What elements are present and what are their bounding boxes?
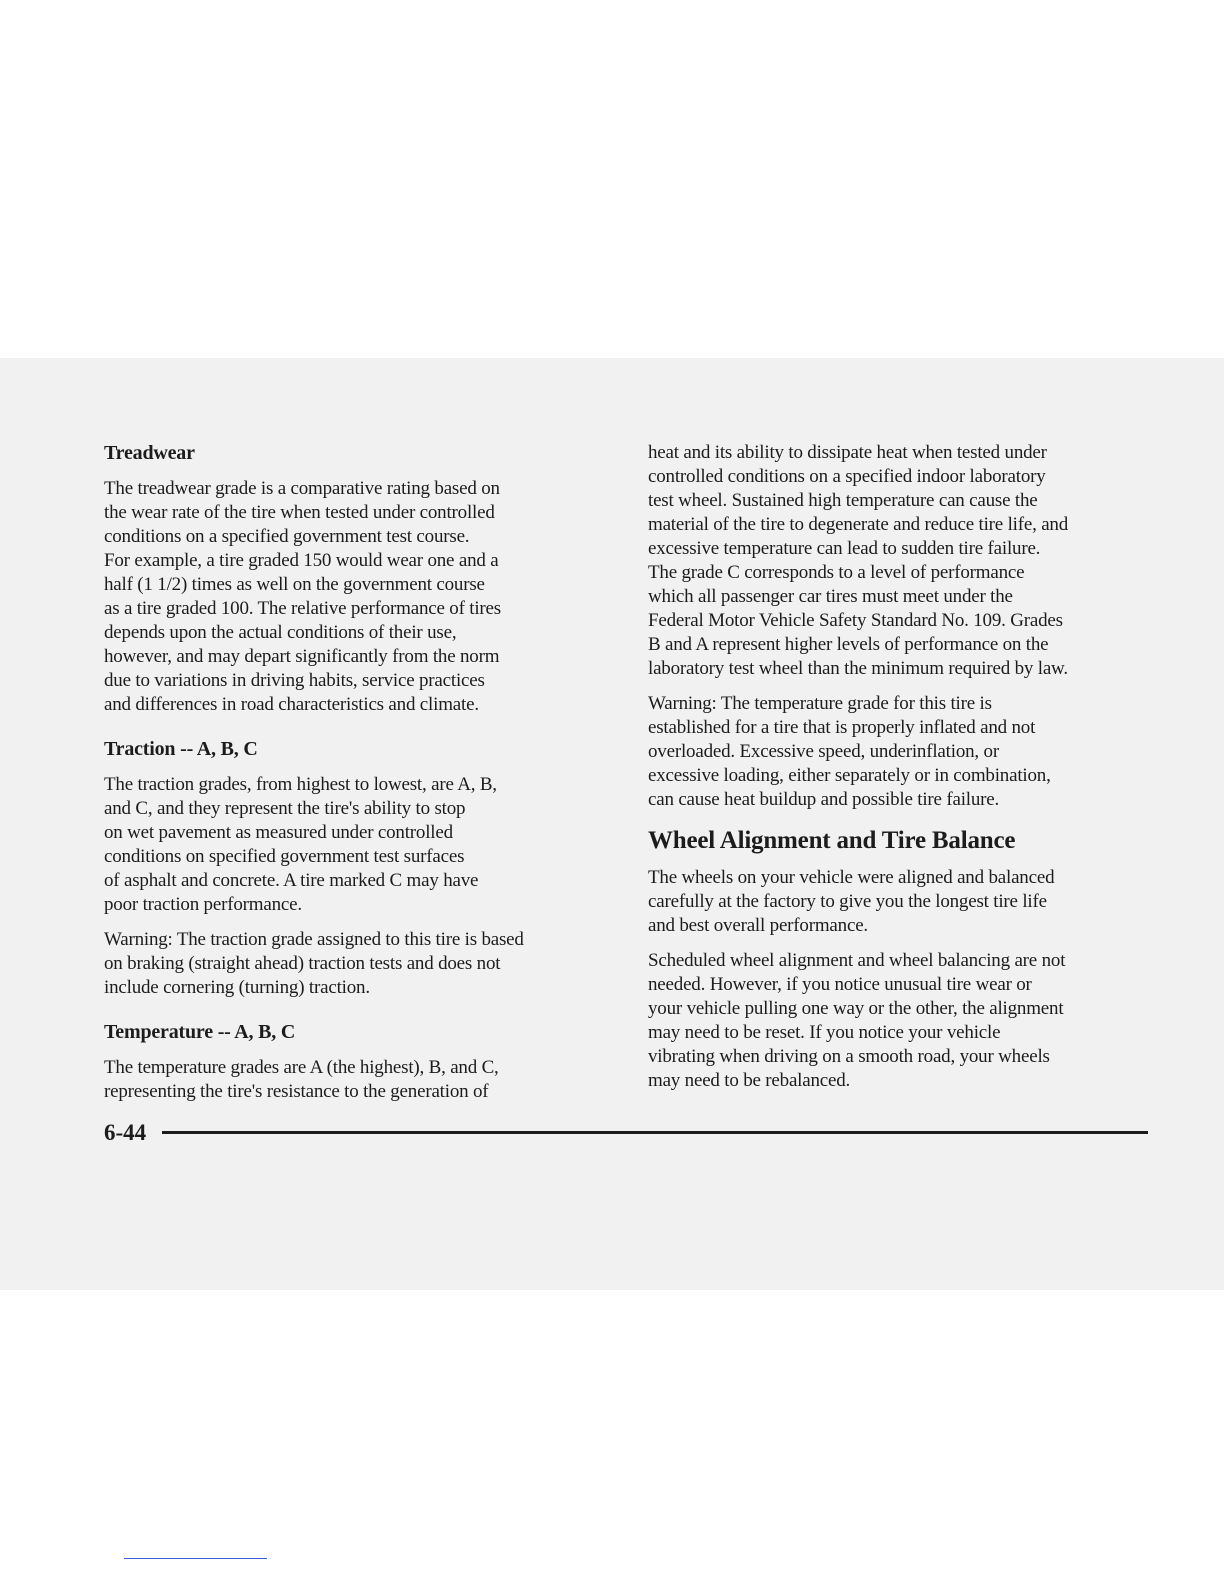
right-column bbox=[648, 441, 1154, 1104]
left-column bbox=[104, 441, 610, 1115]
page-number: 6-44 bbox=[104, 1120, 147, 1145]
wheel-alignment-heading: Wheel Alignment and Tire Balance bbox=[648, 827, 1016, 854]
temperature-warning: Warning: The temperature grade for this tire is established for a tire that is properly inflated and not overloaded. Excessive speed, underinflation, or excessive loading, either separately or in combination, can cause heat buildup and possible tire failure. bbox=[648, 693, 1051, 810]
traction-warning: Warning: The traction grade assigned to this tire is based on braking (straight ahead) traction tests and does not include cornering (turning) traction. bbox=[104, 929, 524, 998]
footer-rule bbox=[162, 1131, 1148, 1134]
treadwear-heading: Treadwear bbox=[104, 442, 195, 464]
temperature-continued-paragraph: heat and its ability to dissipate heat when tested under controlled conditions on a specified indoor laboratory test wheel. Sustained high temperature can cause the material of the tire to degenerate and reduce tire life, and excessive temperature can lead to sudden tire failure. The grade C corresponds to a level of performance which all passenger car tires must meet under the Federal Motor Vehicle Safety Standard No. 109. Grades B and A represent higher levels of performance on the laboratory test wheel than the minimum required by law. bbox=[648, 442, 1069, 679]
treadwear-paragraph: The treadwear grade is a comparative rating based on the wear rate of the tire when tested under controlled conditions on a specified government test course. For example, a tire graded 150 would wear one and a half (1 1/2) times as well on the government course as a tire graded 100. The relative performance of tires depends upon the actual conditions of their use, however, and may depart significantly from the norm due to variations in driving habits, service practices and differences in road characteristics and climate. bbox=[104, 478, 501, 715]
traction-heading: Traction -- A, B, C bbox=[104, 738, 258, 760]
temperature-heading: Temperature -- A, B, C bbox=[104, 1021, 296, 1043]
link-underline bbox=[124, 1558, 267, 1559]
traction-paragraph: The traction grades, from highest to lowest, are A, B, and C, and they represent the tire's ability to stop on wet pavement as measured under controlled conditions on specified government test surfaces of asphalt and concrete. A tire marked C may have poor traction performance. bbox=[104, 774, 497, 915]
temperature-paragraph: The temperature grades are A (the highest), B, and C, representing the tire's resistance to the generation of bbox=[104, 1057, 499, 1102]
wheel-alignment-paragraph-2: Scheduled wheel alignment and wheel balancing are not needed. However, if you notice unusual tire wear or your vehicle pulling one way or the other, the alignment may need to be reset. If you notice your vehicle vibrating when driving on a smooth road, your wheels may need to be rebalanced. bbox=[648, 950, 1066, 1091]
wheel-alignment-paragraph-1: The wheels on your vehicle were aligned and balanced carefully at the factory to give you the longest tire life and best overall performance. bbox=[648, 867, 1055, 936]
